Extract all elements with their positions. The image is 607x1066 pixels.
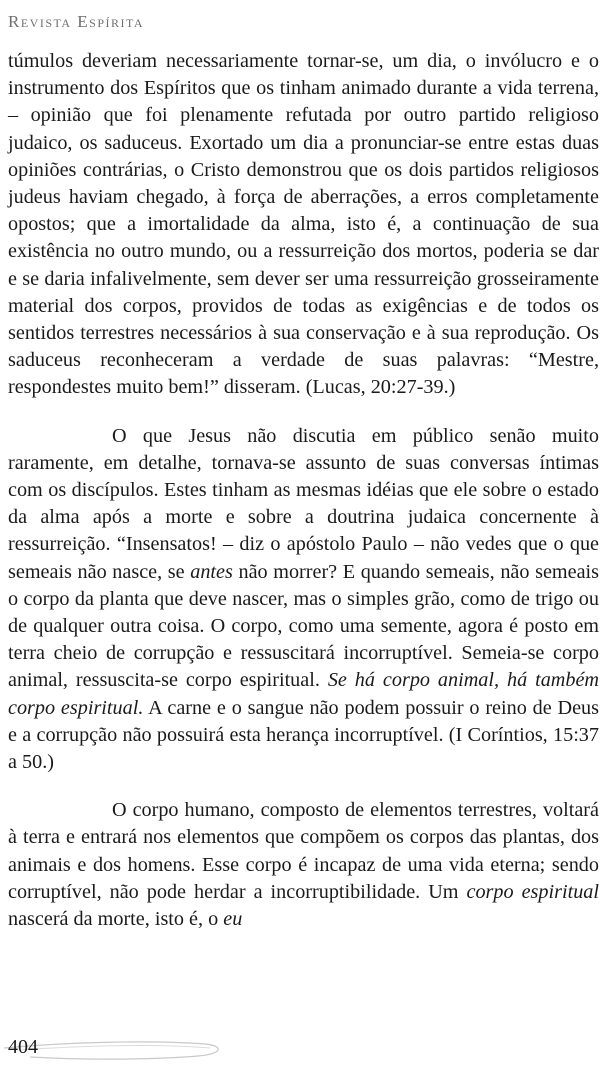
text-segment: não morrer? E quando semeais, não semeais o corpo da planta que deve nascer, mas o simples grão, como de trigo ou de qualquer outra coisa. O corpo, como uma semente, agora é posto em terra cheio de corrupção e ressuscitará incorruptível. Semeia-se corpo animal, ressuscita-se corpo espiritual. bbox=[8, 560, 599, 692]
page-footer bbox=[0, 1030, 607, 1066]
text-segment: A carne e o sangue não podem possuir o reino de Deus e a corrupção não possuirá esta herança incorruptível. (I Coríntios, 15:37 a 50.) bbox=[8, 696, 599, 774]
text-segment: nascerá da morte, isto é, o bbox=[8, 908, 224, 931]
body-text bbox=[8, 48, 599, 933]
running-header: Revista Espírita bbox=[8, 12, 145, 31]
text-segment: O que Jesus não discutia em público senão muito raramente, em detalhe, tornava-se assunto de suas conversas íntimas com os discípulos. Estes tinham as mesmas idéias que ele sobre o estado da alma após a morte e sobre a doutrina judaica concernente à ressurreição. “Insensatos! – diz o apóstolo Paulo – não vedes que o que semeais não nasce, se bbox=[8, 424, 599, 583]
italic-text-segment: corpo espiritual bbox=[466, 880, 599, 903]
page-number: 404 bbox=[8, 1036, 38, 1058]
decorative-swoosh-icon bbox=[0, 1030, 260, 1066]
italic-text-segment: Se há corpo animal, há também corpo espiritual. bbox=[8, 669, 599, 719]
paragraph-1 bbox=[8, 48, 599, 402]
italic-text-segment: antes bbox=[190, 560, 233, 583]
text-segment: túmulos deveriam necessariamente tornar-se, um dia, o invólucro e o instrumento dos Espíritos que os tinham animado durante a vida terrena, – opinião que foi plenamente refutada por outro partido religioso judaico, os saduceus. Exortado um dia a pronunciar-se entre estas duas opiniões contrárias, o Cristo demonstrou que os dois partidos religiosos judeus haviam chegado, à força de aberrações, a erros completamente opostos; que a imortalidade da alma, isto é, a continuação de sua existência no outro mundo, ou a ressurreição dos mortos, poderia se dar e se daria infalivelmente, sem dever ser uma ressurreição grosseiramente material dos corpos, providos de todas as exigências e de todos os sentidos terrestres necessários à sua conservação e à sua reprodução. Os saduceus reconheceram a verdade de suas palavras: “Mestre, respondestes muito bem!” disseram. (Lucas, 20:27-39.) bbox=[8, 50, 599, 399]
paragraph-3 bbox=[8, 797, 599, 933]
paragraph-2 bbox=[8, 423, 599, 777]
italic-text-segment: eu bbox=[223, 908, 243, 931]
text-segment: O corpo humano, composto de elementos terrestres, voltará à terra e entrará nos elementos que compõem os corpos das plantas, dos animais e dos homens. Esse corpo é incapaz de uma vida eterna; sendo corruptível, não pode herdar a incorruptibilidade. Um bbox=[8, 799, 599, 903]
